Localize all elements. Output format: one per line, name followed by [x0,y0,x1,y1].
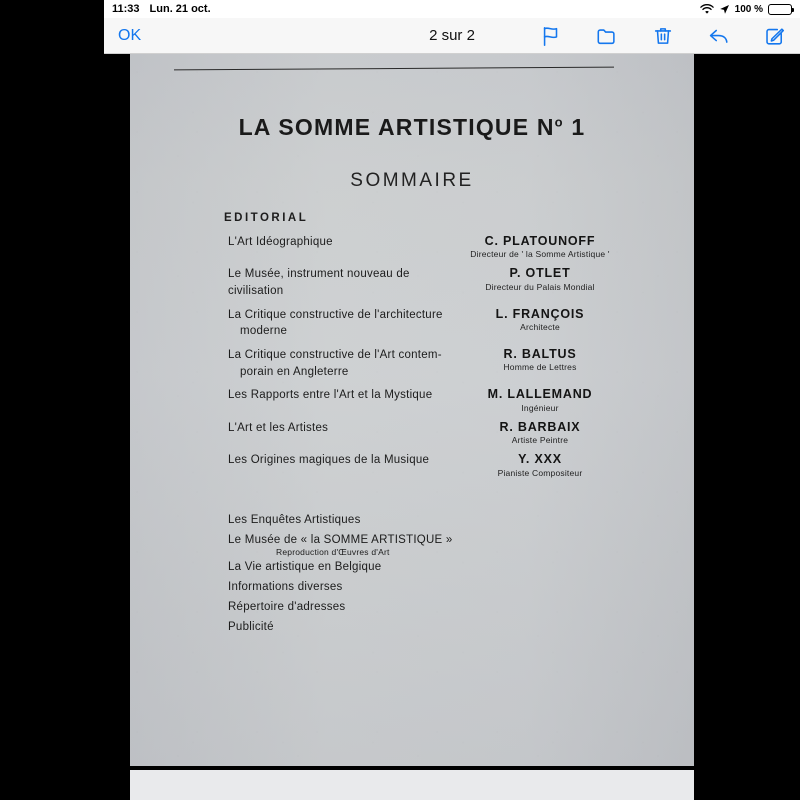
list-item [228,514,558,526]
location-arrow-icon [719,4,730,15]
toc-entry [220,234,650,259]
toc-entry-author-block [456,420,650,445]
toc-entry-author: L. FRANÇOIS [495,306,585,321]
section-label-editorial: EDITORIAL [224,212,309,224]
toc-entry-role: Pianiste Compositeur [497,467,583,478]
document-title [130,114,694,141]
toc-entry-role: Architecte [520,322,560,333]
toc-entry-author-block [456,347,650,380]
reply-icon[interactable] [708,25,730,47]
toc-entry-title-text: L'Art Idéographique [228,236,333,248]
list-item-label: Répertoire d'adresses [228,601,346,613]
toc-entry [220,266,650,299]
list-item [228,601,558,613]
toc-entry-title-text: Les Origines magiques de la Musique [228,454,430,467]
toc-entry-author-block [456,266,650,299]
document-title-text: LA SOMME ARTISTIQUE N [238,114,555,140]
toc-entry-title [220,307,456,340]
toc-simple-list [228,514,558,641]
scanned-page [130,54,694,766]
toc-entry-title-text: Le Musée, instrument nouveau de civilisation [228,268,410,298]
toc-entry-title-text: Les Rapports entre l'Art et la Mystique [228,389,433,402]
list-item-sublabel: Reproduction d'Œuvres d'Art [276,547,390,557]
toc-entry-author-block [456,452,650,477]
folder-icon[interactable] [596,25,618,47]
battery-percent-label: 100 % [734,3,763,15]
toc-entry-title-text: La Critique constructive de l'architecture [228,308,443,321]
toc-entry-author-block [456,387,650,412]
toc-entry-author: P. OTLET [509,266,571,281]
toc-entry-title-continuation: porain en Angleterre [240,365,349,378]
toc-entry [220,307,650,340]
list-item [228,621,558,633]
toc-entry [220,452,650,477]
toc-entry-title-text: L'Art et les Artistes [228,421,329,434]
toolbar [104,18,800,54]
battery-icon [768,4,792,15]
toc-entry-author: R. BARBAIX [499,419,581,434]
status-date: Lun. 21 oct. [149,3,211,15]
toc-entry-title-continuation: moderne [240,325,288,338]
flag-icon[interactable] [540,25,562,47]
toc-entry-author: R. BALTUS [503,347,577,362]
toc-entry-role: Artiste Peintre [511,435,569,446]
list-item-label: Le Musée de « la SOMME ARTISTIQUE » [228,534,453,546]
toc-entry-title [220,347,456,380]
list-item-label: Publicité [228,621,274,633]
list-item [228,581,558,593]
toc-entry-author: Y. XXX [518,452,562,467]
toolbar-actions [540,25,786,47]
toc-entry-title [220,420,456,445]
toc-entry-role: Directeur du Palais Mondial [485,281,595,292]
toc-entry-author: M. LALLEMAND [487,387,593,402]
list-item-label: Informations diverses [228,581,343,593]
toc-entry-title [220,387,456,412]
list-item-label: La Vie artistique en Belgique [228,561,382,573]
toc-entry-author-block [456,234,650,259]
toc-entry [220,347,650,380]
wifi-icon [700,4,714,15]
list-item [228,561,558,573]
table-of-contents [220,234,650,485]
toc-entry-author-block [456,307,650,340]
document-title-superscript: o [554,114,564,130]
document-viewer[interactable] [104,54,800,800]
toc-entry-role: Homme de Lettres [503,362,577,373]
list-item-label: Les Enquêtes Artistiques [228,514,361,526]
trash-icon[interactable] [652,25,674,47]
toc-entry [220,420,650,445]
toc-entry [220,387,650,412]
next-page-preview[interactable] [130,770,694,800]
document-subtitle: SOMMAIRE [350,170,474,191]
toc-entry-role: Directeur de ' la Somme Artistique ' [470,249,610,260]
status-bar-right [700,4,792,15]
toc-entry-title [220,266,456,299]
status-bar-left [112,3,211,15]
ok-button[interactable]: OK [118,26,142,44]
status-bar [104,0,800,18]
toc-entry-title-text: La Critique constructive de l'Art contem- [228,349,442,362]
status-time: 11:33 [112,3,140,15]
toc-entry-role: Ingénieur [521,402,559,413]
list-item [228,534,558,557]
toc-entry-title [220,234,456,259]
compose-icon[interactable] [764,25,786,47]
horizontal-rule [174,67,614,71]
toc-entry-title [220,452,456,477]
page-indicator: 2 sur 2 [429,27,475,44]
toc-entry-author: C. PLATOUNOFF [484,234,596,248]
document-title-number: 1 [571,114,586,140]
